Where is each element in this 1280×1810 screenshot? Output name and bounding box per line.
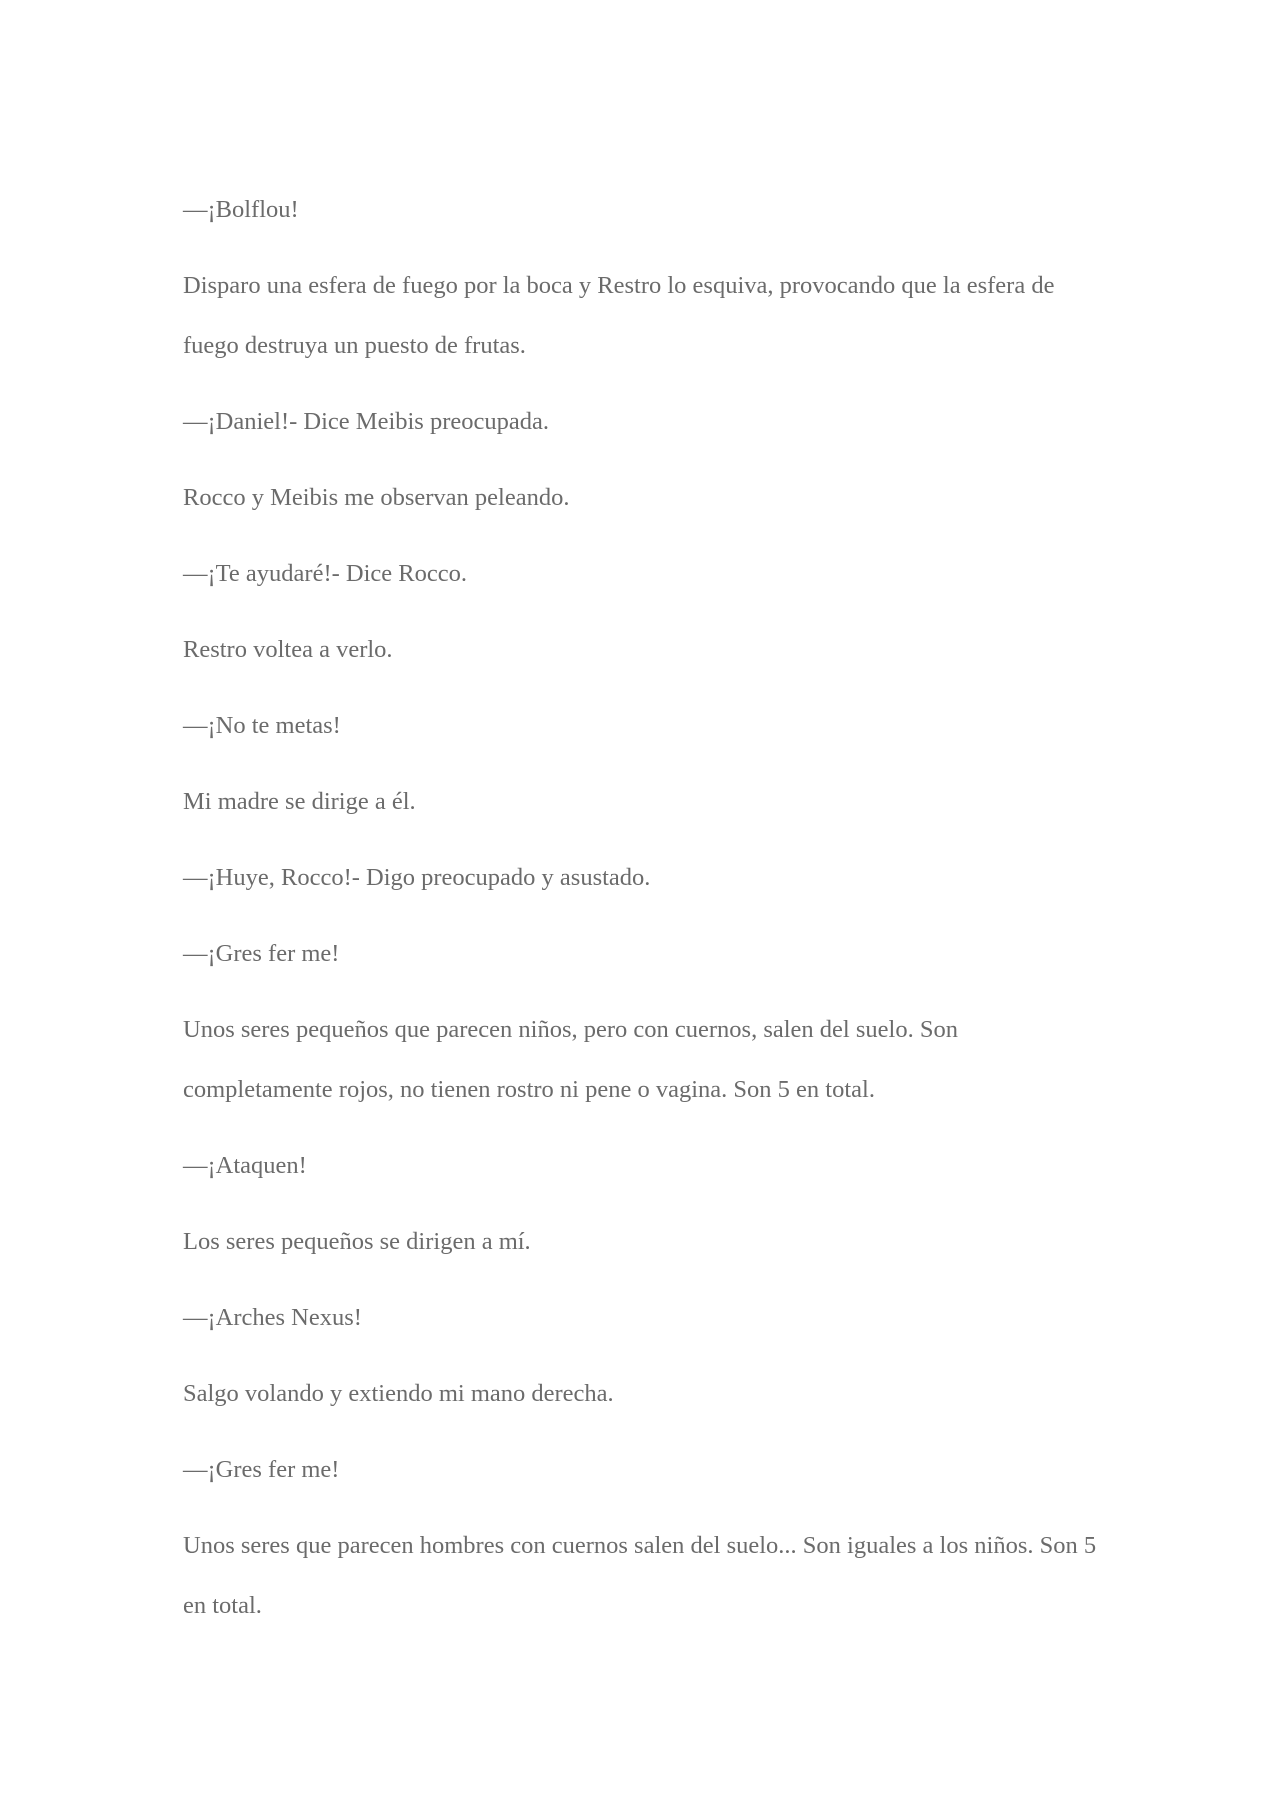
paragraph: Mi madre se dirige a él.: [183, 788, 416, 815]
paragraph: Rocco y Meibis me observan peleando.: [183, 484, 570, 511]
paragraph: Restro voltea a verlo.: [183, 636, 393, 663]
paragraph: Salgo volando y extiendo mi mano derecha.: [183, 1380, 614, 1407]
paragraph: Disparo una esfera de fuego por la boca y Restro lo esquiva, provocando que la esfera de fuego destruya un puesto de frutas.: [183, 272, 1055, 359]
paragraph: —¡Huye, Rocco!- Digo preocupado y asustado.: [183, 864, 651, 891]
paragraph: —¡Arches Nexus!: [183, 1304, 362, 1331]
paragraph: —¡No te metas!: [183, 712, 341, 739]
paragraph: Unos seres que parecen hombres con cuernos salen del suelo... Son iguales a los niños. Son 5 en total.: [183, 1532, 1097, 1619]
paragraph: —¡Te ayudaré!- Dice Rocco.: [183, 560, 467, 587]
document-body: [183, 180, 1103, 1652]
paragraph: —¡Gres fer me!: [183, 1456, 340, 1483]
paragraph: Los seres pequeños se dirigen a mí.: [183, 1228, 531, 1255]
paragraph: —¡Ataquen!: [183, 1152, 307, 1179]
paragraph: —¡Gres fer me!: [183, 940, 340, 967]
paragraph: —¡Daniel!- Dice Meibis preocupada.: [183, 408, 549, 435]
paragraph: —¡Bolflou!: [183, 196, 299, 223]
paragraph: Unos seres pequeños que parecen niños, pero con cuernos, salen del suelo. Son completamente rojos, no tienen rostro ni pene o vagina. Son 5 en total.: [183, 1016, 958, 1103]
